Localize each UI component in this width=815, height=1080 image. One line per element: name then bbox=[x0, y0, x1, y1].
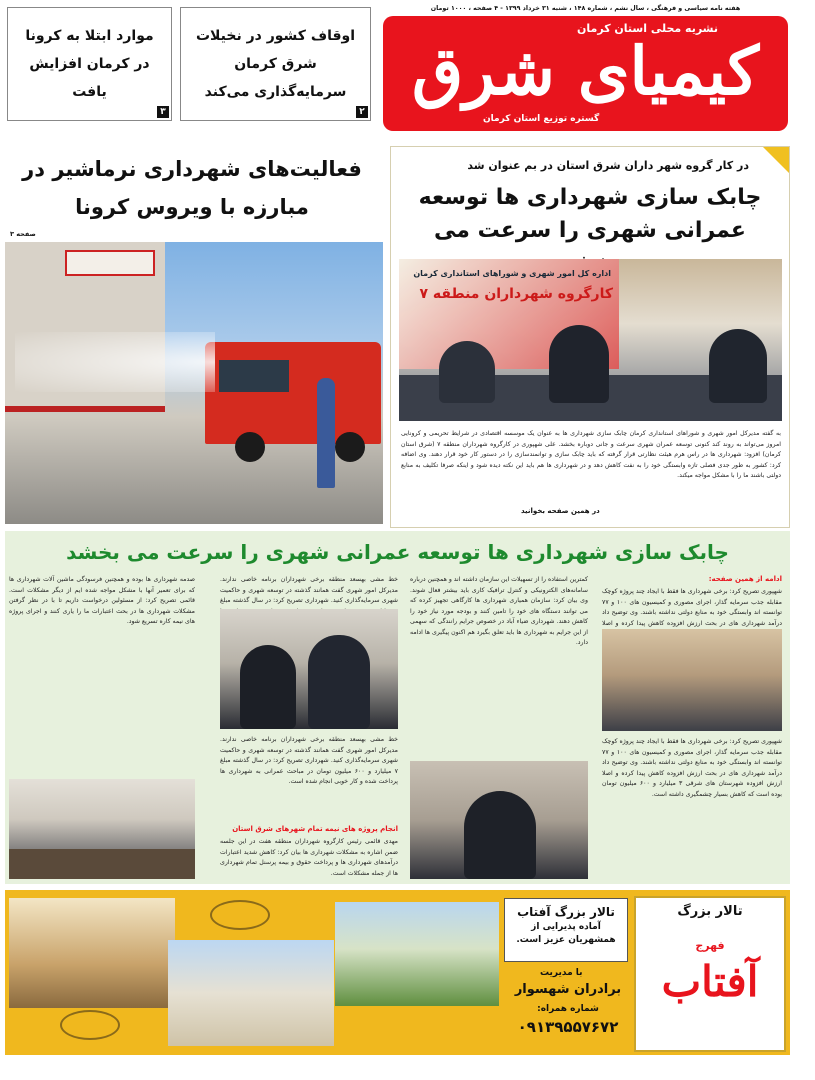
contact-label: شماره همراه: bbox=[537, 1004, 599, 1014]
speaker-photo bbox=[410, 761, 588, 879]
aftab-ad-box[interactable] bbox=[634, 896, 786, 1052]
teaser-box-2[interactable] bbox=[7, 7, 172, 121]
issue-info-line: هفته نامه سیاسی و فرهنگی ، سال نشم ، شماره ۱۴۸ ، شنبه ۳۱ خرداد ۱۳۹۹ - ۴ صفحه ، ۱۰۰۰ تومان bbox=[430, 5, 741, 12]
newspaper-logo: کیمیای شرق bbox=[411, 32, 760, 110]
lead-photo bbox=[399, 259, 782, 421]
phone-number[interactable]: ۰۹۱۳۹۵۵۷۶۷۲ bbox=[517, 1018, 619, 1036]
hall-title: تالار بزرگ آفتاب bbox=[517, 905, 615, 919]
officials-photo bbox=[220, 609, 398, 729]
hall-ad-box[interactable] bbox=[504, 898, 628, 962]
col4-text: صدمه شهرداری ها بوده و همچنین فرسودگی ماشین آلات شهرداری ها که برای تعمیر آنها با مشکل مواجه شده ایم از دیگر مشکلات است. قائمی تصریح کرد: از مسئولین درخواست داریم تا با در نظر گرفتن مشکلات شهرداری ها در بحث اعتبارات ما را یاری کنند و اجرای پروژه های نیمه کاره تسریع شود. bbox=[9, 576, 195, 625]
ornament-divider bbox=[210, 900, 270, 930]
brand-name: آفتاب bbox=[661, 957, 759, 1006]
col1-text-continued: شهپوری تصریح کرد: برخی شهرداری ها فقط با ایجاد چند پروژه کوچک مقابله جذب سرمایه گذار، اجرای مصوری و کمیسیون های ۱۰۰ و ۷۷ توانسته اند وابستگی خود به منابع دولتی نداشته باشند. وی توضیح داد درآمد شهرداری های در بحث ارزش افزوده کاهش پیدا کرده و اصلا ارزش افزوده شهرستان های شرقی ۳ میلیارد و ۶۰۰ میلیون تومان بوده است که کاهش بسیار چشمگیری داشته است. bbox=[602, 738, 783, 798]
page-number-badge: ۳ bbox=[157, 106, 169, 118]
person-silhouette bbox=[439, 341, 495, 403]
truck-wheel bbox=[335, 432, 365, 462]
town-name: فهرج bbox=[695, 939, 725, 952]
teaser-box-1[interactable] bbox=[180, 7, 371, 121]
green-section bbox=[5, 531, 790, 884]
person-silhouette bbox=[240, 645, 296, 729]
shop-sign bbox=[65, 250, 155, 276]
management-label: با مدیریت bbox=[540, 968, 583, 978]
brothers-name: برادران شهسوار bbox=[514, 982, 622, 997]
water-spray bbox=[15, 332, 215, 392]
banquet-hall-photo[interactable] bbox=[9, 898, 175, 1008]
fire-truck-photo bbox=[5, 242, 383, 524]
col2-text: کمترین استفاده را از تسهیلات این سازمان داشته اند و همچنین درباره سامانه‌های الکترونیکی و کنترل ترافیک کاری باید بیشتر فعال شوند. وی بیان کرد: سازمان همیاری شهرداری ها کارگاهی تجهیز کرده که می توانند دستگاه های خود را تامین کنند و بودجه مورد نیاز خود را کاهش دهند. شهرداری ضیاء آباد در خصوص جرایم رانندگی که سهمی از این جرایم به شهرداری ها باید تعلق بگیرد هم اکنون پیگیری ها ادامه دارد. bbox=[410, 576, 588, 646]
conference-table bbox=[9, 849, 195, 879]
projects-subtitle: انجام پروژه های نیمه تمام شهرهای شرق استان bbox=[232, 825, 398, 833]
section-headline: چابک سازی شهرداری ها توسعه عمرانی شهری را سرعت می بخشد bbox=[66, 540, 729, 564]
lead-corner-accent bbox=[763, 147, 789, 173]
person-silhouette bbox=[549, 325, 609, 403]
person-silhouette bbox=[308, 635, 370, 729]
masthead bbox=[383, 16, 788, 131]
garden-photo[interactable] bbox=[335, 902, 499, 1006]
ad-title: تالار بزرگ bbox=[677, 904, 743, 919]
fire-truck bbox=[205, 342, 381, 444]
masthead-tagline: گستره توزیع استان کرمان bbox=[483, 114, 600, 124]
masthead-subtitle: نشریه محلی استان کرمان bbox=[577, 22, 718, 35]
lead-body-text: به گفته مدیرکل امور شهری و شوراهای استانداری کرمان چابک سازی شهرداری ها به عنوان یک موسسه اقتصادی در شرایط تحریمی و کرونایی امروز می‌تواند به روند کند کنونی توسعه عمران شهری سرعت و جانی دوباره بخشد. علی شهپوری در کارگروه شهرداران منطقه ۷ (شرق استان کرمان) افزود: شهرداری ها در راس هرم هیئت نظارتی قرار گرفته که باید چابک سازی و توانمندسازی را در دستور کار خود قرار دهند. وی اضافه کرد: کشور به طور جدی فصلی تازه وابستگی خود را به نفت کاهش دهد و در شهرداری ها هم باید این نکته دیده شود و اینکه صرفا تکلیف به منابع دولتی باشند ما را با مشکل مواجه میکند. bbox=[401, 430, 781, 479]
lead-kicker: در کار گروه شهر داران شرق استان در بم عنوان شد bbox=[467, 159, 749, 172]
person-silhouette bbox=[709, 329, 767, 403]
teaser-text: موارد ابتلا به کرونا در کرمان افزایش یافت bbox=[25, 28, 154, 100]
truck-wheel bbox=[235, 432, 265, 462]
photo-banner-line-1: اداره کل امور شهری و شوراهای استانداری کرمان bbox=[413, 269, 611, 278]
col3-text-continued: خط مشی بهسعد منطقه برخی شهرداران برنامه خاصی ندارند. مدیرکل امور شهری گفت همانند گذشته در توسعه شهری و حاکمیت شهری سرمایه‌گذاری کنید. شهرداری تصریح کرد: در سال گذشته مبلغ ۷ میلیارد و ۶۰۰ میلیون تومان در مباحث عمرانی به شهرداری ها پرداخت شده و کار خوبی انجام شده است. bbox=[220, 736, 398, 785]
col3-text: خط مشی بهسعد منطقه برخی شهرداران برنامه خاصی ندارند. مدیرکل امور شهری گفت همانند گذشته در توسعه شهری و حاکمیت شهری سرمایه‌گذاری کنید. شهرداری تصریح کرد: در سال گذشته مبلغ bbox=[220, 576, 398, 604]
hall-tagline: آماده پذیرایی از همشهریان عزیز است. bbox=[516, 922, 616, 945]
page-number-badge: ۲ bbox=[356, 106, 368, 118]
col1-text: شهپوری تصریح کرد: برخی شهرداری ها فقط با ایجاد چند پروژه کوچک مقابله جذب سرمایه گذار، اجرای مصوری و کمیسیون های ۱۰۰ و ۷۷ توانسته اند وابستگی خود به منابع دولتی نداشته باشند. وی توضیح داد درآمد شهرداری های در بحث ارزش افزوده کاهش پیدا کرده و اصلا bbox=[602, 588, 782, 627]
page-reference: صفحه ۳ bbox=[10, 230, 36, 238]
meeting-photo-right bbox=[602, 629, 782, 731]
continue-label: ادامه از همین صفحه: bbox=[708, 575, 782, 583]
photo-banner-line-2: کارگروه شهرداران منطقه ۷ bbox=[419, 286, 613, 302]
col3-box-text: مهدی قائمی رئیس کارگروه شهرداران منطقه هفت در این جلسه ضمن اشاره به مشکلات شهرداری ها بیان کرد: کاهش شدید اعتبارات درآمدهای شهرداری ها و پرداخت حقوق و بیمه پرسنل تمام شهرداری ها از جمله مشکلات است. bbox=[220, 838, 398, 877]
lead-story-frame bbox=[390, 146, 790, 528]
ornament-divider bbox=[60, 1010, 120, 1040]
truck-window bbox=[219, 360, 289, 392]
council-photo bbox=[9, 779, 195, 879]
teaser-text: اوقاف کشور در نخیلات شرق کرمان سرمایه‌گذاری می‌کند bbox=[195, 28, 356, 100]
continue-reading-link[interactable]: در همین صفحه بخوانید bbox=[521, 507, 600, 515]
courtyard-photo[interactable] bbox=[168, 940, 334, 1046]
person-silhouette bbox=[464, 791, 536, 879]
worker-figure bbox=[317, 378, 335, 488]
lead-headline: چابک سازی شهرداری ها توسعه عمرانی شهری را سرعت می bbox=[418, 185, 762, 243]
corona-headline: فعالیت‌های شهرداری نرماشیر در مبارزه با ویروس کرونا bbox=[22, 157, 362, 219]
